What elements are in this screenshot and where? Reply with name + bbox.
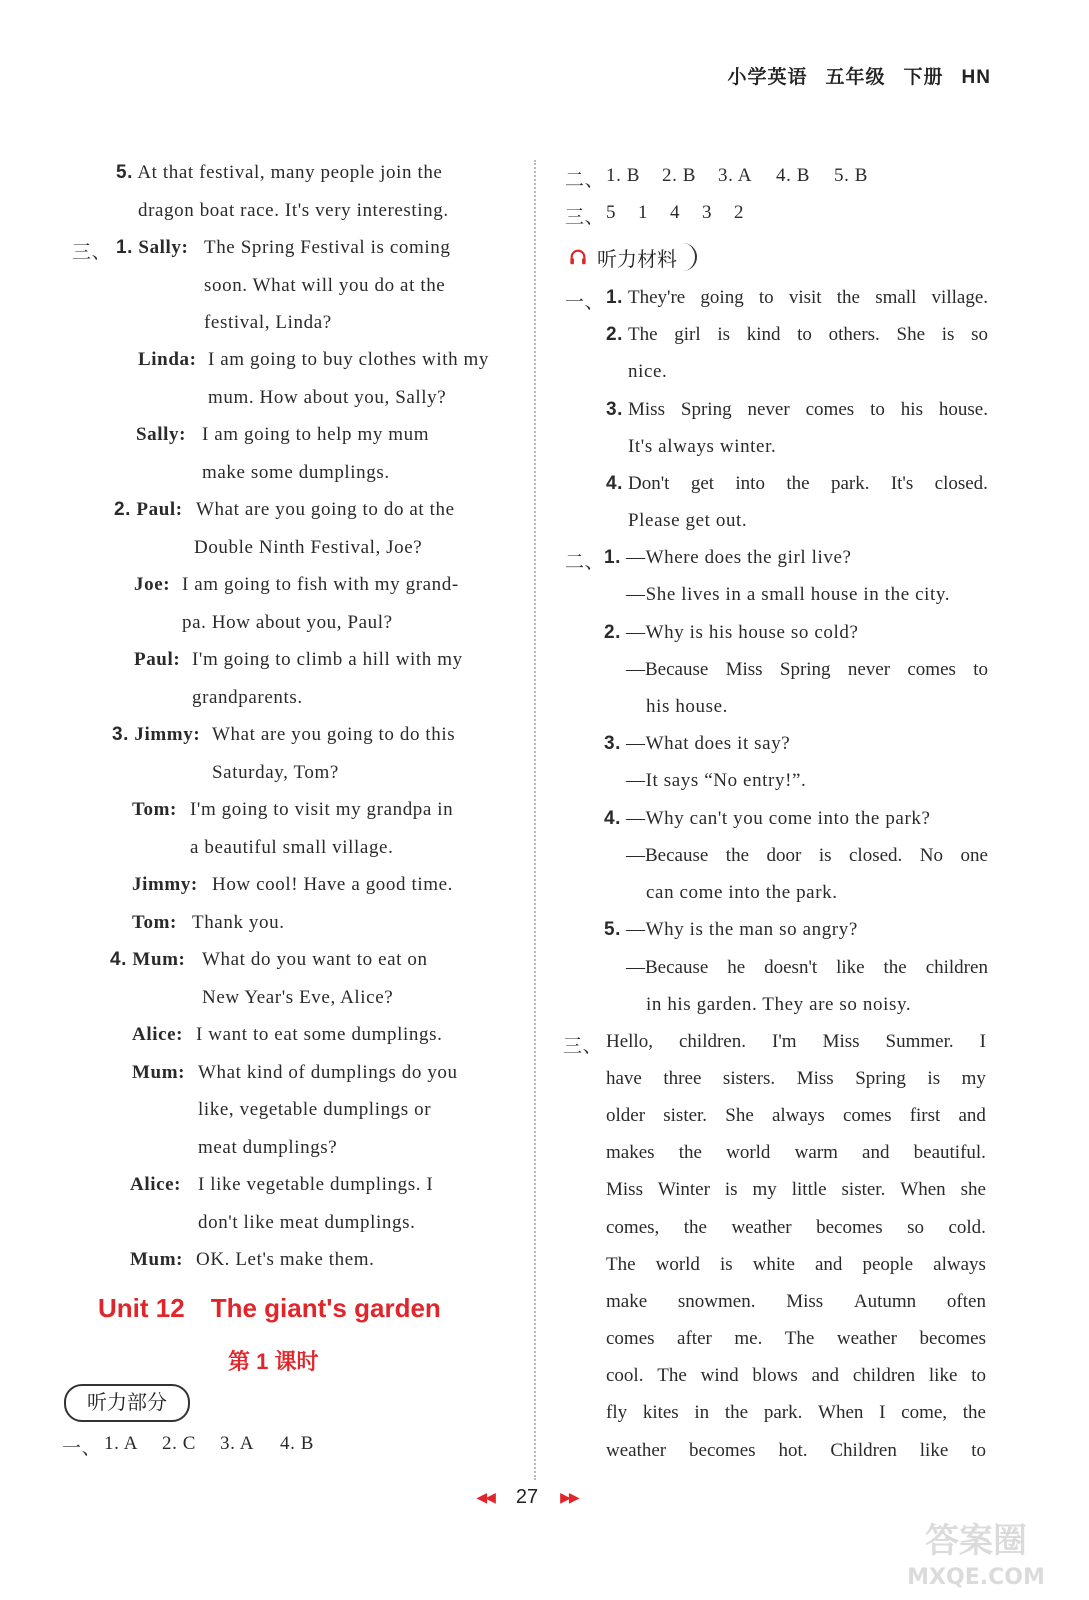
word: No (919, 845, 943, 866)
p2-item1-q: —Where does the girl live? (626, 547, 852, 568)
d4-line8: don't like meat dumplings. (198, 1212, 416, 1233)
sec1-answer: 3. A (220, 1433, 255, 1454)
word: never (747, 399, 790, 420)
d3-line6: Thank you. (192, 912, 285, 933)
word: Miss (606, 1179, 643, 1200)
word: children (852, 1365, 916, 1386)
word: Winter (657, 1179, 710, 1200)
word: weather (836, 1328, 898, 1349)
d1-speaker3: Sally: (136, 424, 187, 445)
word: The (606, 1254, 636, 1275)
word: to (797, 324, 812, 345)
header-grade: 五年级 (825, 67, 886, 88)
listening-material-tag (569, 241, 697, 273)
word: small (875, 287, 917, 308)
d4-line7: I like vegetable dumplings. I (198, 1174, 434, 1195)
p2-section-label: 二、 (565, 552, 605, 573)
d4-line3: I want to eat some dumplings. (196, 1024, 443, 1045)
word: fly (606, 1402, 628, 1423)
d4-line2: New Year's Eve, Alice? (202, 987, 394, 1008)
d2-line3: I am going to fish with my grand- (182, 574, 459, 595)
word: Spring (855, 1068, 906, 1089)
word: Miss (786, 1291, 824, 1312)
word: little (791, 1179, 827, 1200)
word: makes (606, 1142, 655, 1163)
sec1-answer: 1. A (104, 1433, 139, 1454)
d4-speaker4: Alice: (130, 1174, 182, 1195)
d3-speaker2: Tom: (132, 799, 177, 820)
word: The (784, 1328, 815, 1349)
p3-section-label: 三、 (563, 1036, 603, 1057)
word: kites (642, 1402, 679, 1423)
d3-line3: I'm going to visit my grandpa in (190, 799, 454, 820)
p2-item2-a1 (626, 659, 988, 681)
word: comes (907, 659, 956, 680)
p2-num: 2. (604, 622, 622, 643)
word: house. (938, 399, 988, 420)
word: so (971, 324, 988, 345)
p2-num: 3. (604, 733, 622, 754)
unit-heading (98, 1293, 441, 1324)
d2-line1: What are you going to do at the (196, 499, 455, 520)
word: warm (794, 1142, 838, 1163)
word: wind (700, 1365, 739, 1386)
header-volume: 下册 (903, 67, 944, 88)
passage-line (606, 1142, 986, 1164)
word: Miss (822, 1031, 860, 1052)
word: kind (746, 324, 781, 345)
word: closed. (934, 473, 988, 494)
q5-line1: 5. At that festival, many people join the (116, 162, 443, 183)
d2-line2: Double Ninth Festival, Joe? (194, 537, 423, 558)
p2-num: 1. (604, 547, 622, 568)
d1-speaker1: 1. Sally: (116, 237, 189, 258)
p1-item4-line1 (628, 473, 988, 495)
p1-item2-line2: nice. (628, 361, 668, 382)
d3-speaker1: 3. Jimmy: (112, 724, 201, 745)
p2-item4-a1 (626, 845, 988, 867)
d1-speaker2: Linda: (138, 349, 197, 370)
word: The (628, 324, 658, 345)
watermark-logo (891, 1512, 1061, 1592)
word: The (657, 1365, 687, 1386)
word: I (879, 1402, 886, 1423)
section-2-label: 二、 (565, 170, 605, 191)
word: —Because (626, 957, 709, 978)
d4-line1: What do you want to eat on (202, 949, 428, 970)
sec1-answer: 2. C (162, 1433, 197, 1454)
word: Spring (779, 659, 831, 680)
word: comes (606, 1328, 655, 1349)
d1-line4: I am going to buy clothes with my (208, 349, 490, 370)
d2-line5: I'm going to climb a hill with my (192, 649, 463, 670)
word: —Because (626, 845, 709, 866)
header-edition: HN (961, 67, 991, 88)
p2-item3-q: —What does it say? (626, 733, 791, 754)
word: to (870, 399, 885, 420)
word: snowmen. (677, 1291, 756, 1312)
word: comes (805, 399, 855, 420)
column-divider (534, 160, 536, 1480)
svg-text:MXQE.COM: MXQE.COM (907, 1565, 1045, 1590)
right-arrow-icon: ▶▶ (560, 1489, 578, 1505)
word: I (979, 1031, 986, 1052)
word: I'm (772, 1031, 797, 1052)
word: and (811, 1365, 840, 1386)
section-1-label: 一、 (62, 1438, 102, 1459)
p2-item4-q: —Why can't you come into the park? (626, 808, 931, 829)
word: world (655, 1254, 700, 1275)
word: is (941, 324, 955, 345)
word: It's (890, 473, 914, 494)
p2-item2-a2: his house. (646, 696, 728, 717)
d3-speaker3: Jimmy: (132, 874, 198, 895)
word: come, (901, 1402, 948, 1423)
word: She (896, 324, 925, 345)
word: becomes (689, 1440, 756, 1461)
p1-item4-line2: Please get out. (628, 510, 748, 531)
word: always (933, 1254, 986, 1275)
word: is (717, 324, 730, 345)
word: cool. (606, 1365, 644, 1386)
d4-line4: What kind of dumplings do you (198, 1062, 458, 1083)
word: sister. (663, 1105, 708, 1126)
word: to (971, 1365, 986, 1386)
d2-speaker1: 2. Paul: (114, 499, 183, 520)
d2-line6: grandparents. (192, 687, 303, 708)
p2-item4-a2: can come into the park. (646, 882, 838, 903)
word: is (719, 1254, 733, 1275)
p2-item5-a1 (626, 957, 988, 979)
word: the (678, 1142, 702, 1163)
word: others. (828, 324, 880, 345)
tag-bracket (681, 243, 697, 271)
word: becomes (919, 1328, 986, 1349)
word: have (606, 1068, 642, 1089)
p1-section-label: 一、 (565, 292, 605, 313)
sec1-answer: 4. B (280, 1433, 315, 1454)
word: the (724, 1402, 749, 1423)
d1-line6: I am going to help my mum (202, 424, 430, 445)
word: and (862, 1142, 890, 1163)
word: the (962, 1402, 986, 1423)
word: beautiful. (913, 1142, 986, 1163)
word: he (727, 957, 746, 978)
d4-line9: OK. Let's make them. (196, 1249, 375, 1270)
page-footer (452, 1486, 602, 1509)
page-number: 27 (515, 1486, 539, 1508)
sec3-answer: 3 (702, 202, 713, 223)
word: Miss (628, 399, 665, 420)
p1-item2-line1 (628, 324, 988, 346)
passage-line (606, 1328, 986, 1350)
word: Don't (628, 473, 670, 494)
word: my (961, 1068, 986, 1089)
lesson-heading: 第 1 课时 (228, 1349, 319, 1374)
word: three (663, 1068, 702, 1089)
word: Hello, (606, 1031, 653, 1052)
word: Summer. (885, 1031, 954, 1052)
word: hot. (778, 1440, 808, 1461)
p2-item2-q: —Why is his house so cold? (626, 622, 859, 643)
word: children. (678, 1031, 746, 1052)
word: Spring (680, 399, 732, 420)
word: people (862, 1254, 914, 1275)
word: doesn't (764, 957, 818, 978)
word: me. (734, 1328, 763, 1349)
p1-item3-line1 (628, 399, 988, 421)
word: weather (731, 1217, 792, 1238)
word: like (836, 957, 865, 978)
listening-part-tag: 听力部分 (64, 1384, 190, 1422)
word: When (818, 1402, 864, 1423)
word: to (758, 287, 774, 308)
sec2-answer: 5. B (834, 165, 869, 186)
word: make (606, 1291, 648, 1312)
word: park. (830, 473, 870, 494)
p2-num: 4. (604, 808, 622, 829)
word: world (726, 1142, 771, 1163)
p2-item5-q: —Why is the man so angry? (626, 919, 858, 940)
d4-line5: like, vegetable dumplings or (198, 1099, 432, 1120)
word: When (900, 1179, 946, 1200)
d2-line4: pa. How about you, Paul? (182, 612, 393, 633)
word: in (694, 1402, 710, 1423)
word: girl (674, 324, 701, 345)
word: —Because (626, 659, 709, 680)
word: cold. (948, 1217, 986, 1238)
word: weather (606, 1440, 667, 1461)
word: blows (752, 1365, 798, 1386)
word: visit (788, 287, 822, 308)
word: closed. (848, 845, 903, 866)
word: the (683, 1217, 707, 1238)
p1-num: 1. (606, 287, 624, 308)
word: often (946, 1291, 986, 1312)
d1-line2: soon. What will you do at the (204, 275, 446, 296)
word: after (677, 1328, 712, 1349)
word: Children (830, 1440, 897, 1461)
word: his (900, 399, 923, 420)
d3-line2: Saturday, Tom? (212, 762, 339, 783)
d4-speaker1: 4. Mum: (110, 949, 186, 970)
passage-line (606, 1402, 986, 1424)
passage-line (606, 1291, 986, 1313)
word: They're (628, 287, 686, 308)
word: park. (763, 1402, 803, 1423)
p1-num: 2. (606, 324, 624, 345)
listening-material-label: 听力材料 (597, 248, 677, 271)
sec2-answer: 3. A (718, 165, 753, 186)
sec3-answer: 2 (734, 202, 745, 223)
header-subject: 小学英语 (727, 67, 808, 88)
section-3-label: 三、 (72, 242, 112, 263)
page-header (710, 62, 992, 89)
word: like (919, 1440, 949, 1461)
sec2-answer: 4. B (776, 165, 811, 186)
q5-line2: dragon boat race. It's very interesting. (138, 200, 449, 221)
passage-line (606, 1068, 986, 1090)
word: to (973, 659, 988, 680)
p2-item5-a2: in his garden. They are so noisy. (646, 994, 912, 1015)
sec3-answer: 1 (638, 202, 649, 223)
d3-line1: What are you going to do this (212, 724, 456, 745)
word: and (814, 1254, 843, 1275)
d3-speaker4: Tom: (132, 912, 177, 933)
d1-line3: festival, Linda? (204, 312, 332, 333)
passage-line (606, 1179, 986, 1201)
word: children (925, 957, 988, 978)
passage-line (606, 1440, 986, 1462)
passage-line (606, 1217, 986, 1239)
sec3-answer: 4 (670, 202, 681, 223)
p1-item1-line1 (628, 287, 988, 309)
d1-line5: mum. How about you, Sally? (208, 387, 447, 408)
passage-line (606, 1365, 986, 1387)
word: Miss (725, 659, 763, 680)
word: the (836, 287, 860, 308)
d4-speaker2: Alice: (132, 1024, 184, 1045)
svg-text:答案圈: 答案圈 (925, 1521, 1027, 1561)
word: get (690, 473, 715, 494)
unit-title: The giant's garden (210, 1293, 441, 1323)
word: Miss (796, 1068, 834, 1089)
sec2-answer: 1. B (606, 165, 641, 186)
d2-speaker2: Joe: (134, 574, 171, 595)
d3-line5: How cool! Have a good time. (212, 874, 453, 895)
word: to (971, 1440, 986, 1461)
word: my (752, 1179, 777, 1200)
left-arrow-icon: ◀◀ (476, 1489, 494, 1505)
word: the (786, 473, 810, 494)
word: going (700, 287, 744, 308)
p1-item3-line2: It's always winter. (628, 436, 777, 457)
word: never (847, 659, 891, 680)
d3-line4: a beautiful small village. (190, 837, 394, 858)
section-3-label-right: 三、 (565, 207, 605, 228)
p1-num: 4. (606, 473, 624, 494)
d1-line7: make some dumplings. (202, 462, 390, 483)
d2-speaker3: Paul: (134, 649, 181, 670)
headphones-icon (569, 248, 587, 266)
word: she (960, 1179, 986, 1200)
p2-item3-a: —It says “No entry!”. (626, 770, 807, 791)
word: comes (842, 1105, 892, 1126)
word: door (766, 845, 802, 866)
word: so (907, 1217, 924, 1238)
p2-item1-a: —She lives in a small house in the city. (626, 584, 951, 605)
word: Autumn (853, 1291, 917, 1312)
d4-speaker5: Mum: (130, 1249, 184, 1270)
word: She (725, 1105, 754, 1126)
word: the (725, 845, 750, 866)
word: becomes (816, 1217, 883, 1238)
p1-num: 3. (606, 399, 624, 420)
passage-line (606, 1254, 986, 1276)
word: first (909, 1105, 941, 1126)
word: comes, (606, 1217, 660, 1238)
d4-speaker3: Mum: (132, 1062, 186, 1083)
d4-line6: meat dumplings? (198, 1137, 338, 1158)
passage-line (606, 1105, 986, 1127)
word: village. (931, 287, 988, 308)
word: is (724, 1179, 738, 1200)
word: sister. (841, 1179, 886, 1200)
sec2-answer: 2. B (662, 165, 697, 186)
word: and (958, 1105, 986, 1126)
d1-line1: The Spring Festival is coming (204, 237, 451, 258)
word: is (818, 845, 832, 866)
word: into (735, 473, 765, 494)
word: always (771, 1105, 825, 1126)
p2-num: 5. (604, 919, 622, 940)
word: older (606, 1105, 646, 1126)
sec3-answer: 5 (606, 202, 617, 223)
word: one (960, 845, 988, 866)
word: white (752, 1254, 795, 1275)
unit-label: Unit 12 (98, 1293, 185, 1323)
word: the (883, 957, 907, 978)
word: like (928, 1365, 958, 1386)
passage-line (606, 1031, 986, 1053)
word: sisters. (722, 1068, 776, 1089)
word: is (927, 1068, 941, 1089)
